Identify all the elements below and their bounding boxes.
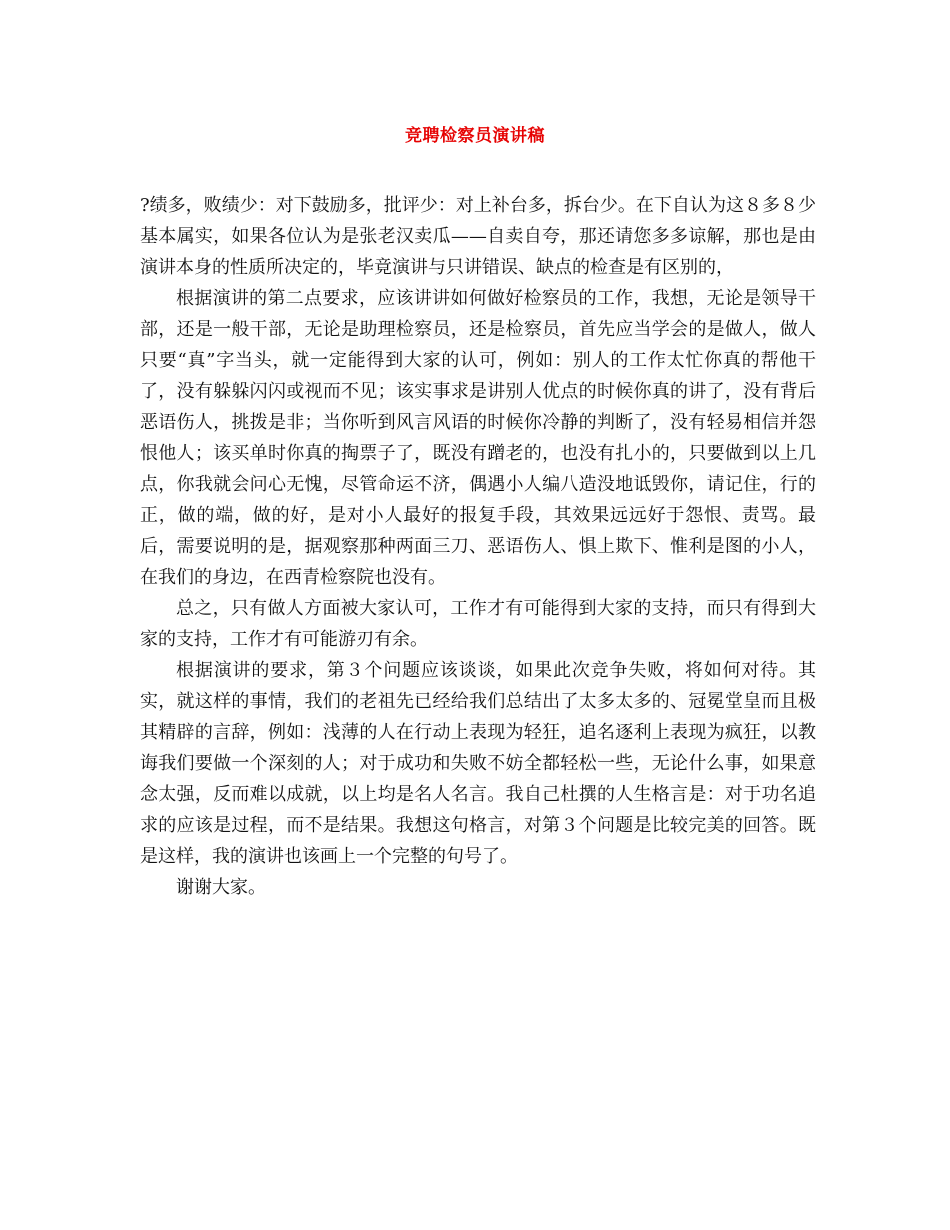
document-body [140,190,816,903]
paragraph-summary: 总之，只有做人方面被大家认可，工作才有可能得到大家的支持，而只有得到大家的支持，工作才有可能游刃有余。 [140,598,816,650]
paragraph-third-point: 根据演讲的要求，第３个问题应该谈谈，如果此次竞争失败，将如何对待。其实，就这样的事情，我们的老祖先已经给我们总结出了太多太多的、冠冕堂皇而且极其精辟的言辞，例如：浅薄的人在行动上表现为轻狂，追名逐利上表现为疯狂，以教诲我们要做一个深刻的人；对于成功和失败不妨全都轻松一些，无论什么事，如果意念太强，反而难以成就，以上均是名人名言。我自己杜撰的人生格言是：对于功名追求的应该是过程，而不是结果。我想这句格言，对第３个问题是比较完美的回答。既是这样，我的演讲也该画上一个完整的句号了。 [140,660,816,867]
paragraph-continued: ?绩多，败绩少：对下鼓励多，批评少：对上补台多，拆台少。在下自认为这８多８少基本属实，如果各位认为是张老汉卖瓜——自卖自夸，那还请您多多谅解，那也是由演讲本身的性质所决定的，毕竟演讲与只讲错误、缺点的检查是有区别的， [140,195,816,278]
paragraph-thanks: 谢谢大家。 [176,877,266,898]
paragraph-second-point: 根据演讲的第二点要求，应该讲讲如何做好检察员的工作，我想，无论是领导干部，还是一般干部，无论是助理检察员，还是检察员，首先应当学会的是做人，做人只要“真”字当头，就一定能得到大家的认可，例如：别人的工作太忙你真的帮他干了，没有躲躲闪闪或视而不见；该实事求是讲别人优点的时候你真的讲了，没有背后恶语伤人，挑拨是非；当你听到风言风语的时候你冷静的判断了，没有轻易相信并怨恨他人；该买单时你真的掏票子了，既没有蹭老的，也没有扎小的，只要做到以上几点，你我就会问心无愧，尽管命运不济，偶遇小人编八造没地诋毁你，请记住，行的正，做的端，做的好，是对小人最好的报复手段，其效果远远好于怨恨、责骂。最后，需要说明的是，据观察那种两面三刀、恶语伤人、惧上欺下、惟利是图的小人，在我们的身边，在西青检察院也没有。 [140,288,816,588]
document-title: 竞聘检察员演讲稿 [405,126,545,146]
